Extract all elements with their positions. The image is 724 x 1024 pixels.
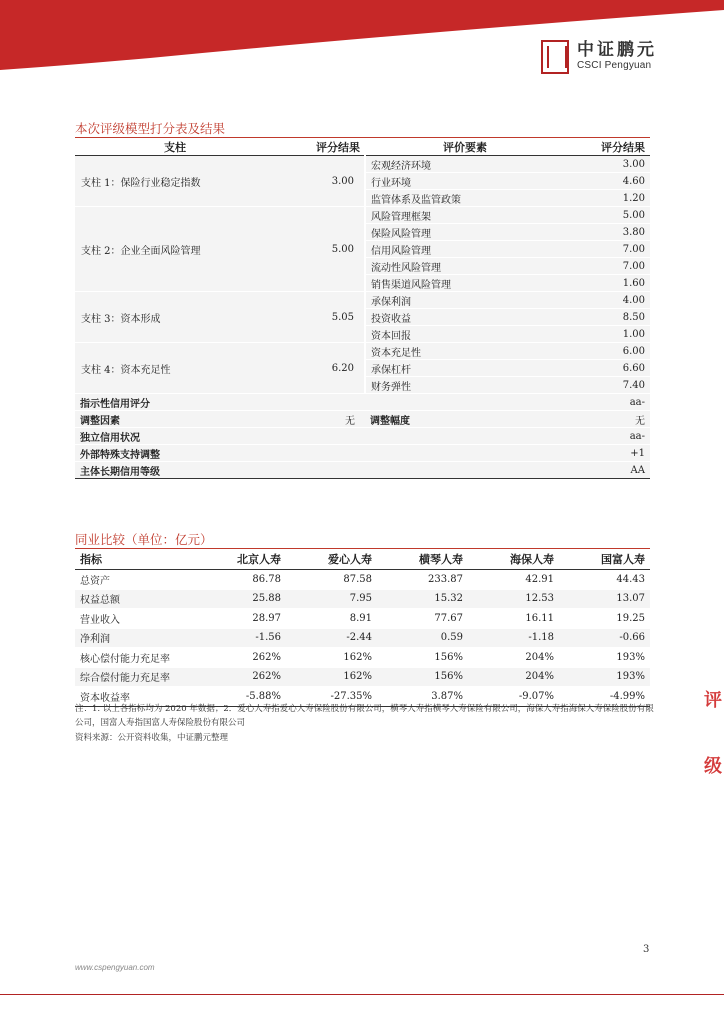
factor-score: 6.00 — [565, 343, 650, 360]
rating-header-score: 评分结果 — [275, 138, 365, 156]
peer-metric-value: 204% — [468, 648, 559, 668]
peer-metric-name: 总资产 — [75, 570, 195, 590]
peer-metric-value: -27.35% — [286, 687, 377, 707]
peer-metric-value: 42.91 — [468, 570, 559, 590]
factor-name: 风险管理框架 — [365, 207, 565, 224]
peer-metric-value: 8.91 — [286, 609, 377, 629]
peer-section-title: 同业比较（单位：亿元） — [75, 532, 213, 547]
peer-metric-value: 87.58 — [286, 570, 377, 590]
peer-metric-name: 资本收益率 — [75, 687, 195, 707]
peer-metric-value: 262% — [195, 648, 286, 668]
peer-metric-name: 权益总额 — [75, 589, 195, 609]
rating-header-factor: 评价要素 — [365, 138, 565, 156]
peer-metric-value: 156% — [377, 648, 468, 668]
peer-comparison-table — [75, 549, 650, 707]
peer-metric-value: -2.44 — [286, 628, 377, 648]
peer-metric-value: 193% — [559, 667, 650, 687]
pillar-name: 支柱 4：资本充足性 — [75, 343, 275, 394]
factor-score: 7.00 — [565, 258, 650, 275]
brand-name-cn: 中证鹏元 — [577, 40, 657, 60]
factor-score: 1.00 — [565, 326, 650, 343]
rating-factor-row — [75, 343, 650, 360]
summary-value: aa- — [365, 428, 650, 445]
summary-value: +1 — [365, 445, 650, 462]
peer-metric-value: 204% — [468, 667, 559, 687]
peer-metric-value: 86.78 — [195, 570, 286, 590]
peer-metric-value: 15.32 — [377, 589, 468, 609]
rating-table — [75, 138, 650, 479]
side-stamp-char-top: 评 — [704, 690, 722, 711]
factor-name: 行业环境 — [365, 173, 565, 190]
factor-score: 4.60 — [565, 173, 650, 190]
factor-name: 资本回报 — [365, 326, 565, 343]
peer-table-row — [75, 667, 650, 687]
peer-metric-value: 0.59 — [377, 628, 468, 648]
peer-table-source: 资料来源：公开资料收集，中证鹏元整理 — [75, 733, 229, 743]
factor-score: 7.00 — [565, 241, 650, 258]
peer-metric-value: 7.95 — [286, 589, 377, 609]
factor-name: 信用风险管理 — [365, 241, 565, 258]
factor-name: 承保杠杆 — [365, 360, 565, 377]
peer-table-row — [75, 570, 650, 590]
peer-metric-value: -9.07% — [468, 687, 559, 707]
pillar-score: 5.05 — [275, 292, 365, 343]
rating-factor-row — [75, 207, 650, 224]
summary-value: 无 — [275, 411, 365, 428]
summary-label: 主体长期信用等级 — [75, 462, 365, 479]
factor-score: 5.00 — [565, 207, 650, 224]
peer-header-company: 北京人寿 — [195, 549, 286, 570]
peer-header-company: 爱心人寿 — [286, 549, 377, 570]
summary-label: 独立信用状况 — [75, 428, 365, 445]
factor-score: 1.60 — [565, 275, 650, 292]
peer-header-company: 横琴人寿 — [377, 549, 468, 570]
logo-emblem-icon — [541, 40, 569, 74]
peer-metric-value: 25.88 — [195, 589, 286, 609]
factor-score: 8.50 — [565, 309, 650, 326]
peer-metric-value: 77.67 — [377, 609, 468, 629]
pillar-score: 6.20 — [275, 343, 365, 394]
peer-metric-value: 233.87 — [377, 570, 468, 590]
factor-name: 销售渠道风险管理 — [365, 275, 565, 292]
peer-metric-value: 13.07 — [559, 589, 650, 609]
summary-value: AA — [365, 462, 650, 479]
summary-label: 调整幅度 — [365, 411, 565, 428]
rating-summary-row — [75, 394, 650, 411]
peer-metric-value: -4.99% — [559, 687, 650, 707]
pillar-score: 3.00 — [275, 156, 365, 207]
rating-table-body — [75, 156, 650, 479]
peer-metric-value: -0.66 — [559, 628, 650, 648]
summary-value: 无 — [565, 411, 650, 428]
peer-metric-value: 193% — [559, 648, 650, 668]
peer-metric-value: 162% — [286, 667, 377, 687]
pillar-name: 支柱 1：保险行业稳定指数 — [75, 156, 275, 207]
peer-metric-name: 核心偿付能力充足率 — [75, 648, 195, 668]
factor-name: 投资收益 — [365, 309, 565, 326]
peer-table-row — [75, 589, 650, 609]
pillar-name: 支柱 3：资本形成 — [75, 292, 275, 343]
peer-table-row — [75, 648, 650, 668]
pillar-name: 支柱 2：企业全面风险管理 — [75, 207, 275, 292]
peer-metric-value: 156% — [377, 667, 468, 687]
pillar-score: 5.00 — [275, 207, 365, 292]
factor-score: 6.60 — [565, 360, 650, 377]
peer-header-metric: 指标 — [75, 549, 195, 570]
factor-name: 财务弹性 — [365, 377, 565, 394]
peer-table-note: 注：1. 以上各指标均为 2020 年数据；2．爱心人寿指爱心人寿保险股份有限公司，横琴人寿指横琴人寿保险有限公司，海保人寿指海保人寿保险股份有限公司，国富人寿指国富人寿保险股份有限公司 — [75, 704, 654, 728]
footer-website: www.cspengyuan.com — [75, 963, 155, 972]
factor-name: 监管体系及监管政策 — [365, 190, 565, 207]
peer-metric-value: 44.43 — [559, 570, 650, 590]
peer-metric-name: 净利润 — [75, 628, 195, 648]
peer-metric-value: 12.53 — [468, 589, 559, 609]
factor-name: 保险风险管理 — [365, 224, 565, 241]
rating-header-factor-score: 评分结果 — [565, 138, 650, 156]
factor-score: 7.40 — [565, 377, 650, 394]
peer-metric-value: -1.56 — [195, 628, 286, 648]
peer-metric-value: -5.88% — [195, 687, 286, 707]
summary-label: 指示性信用评分 — [75, 394, 365, 411]
rating-summary-row — [75, 428, 650, 445]
side-stamp-char-bottom: 级 — [704, 756, 722, 777]
rating-summary-row — [75, 411, 650, 428]
peer-metric-value: 19.25 — [559, 609, 650, 629]
peer-table-row — [75, 628, 650, 648]
factor-score: 1.20 — [565, 190, 650, 207]
summary-value: aa- — [365, 394, 650, 411]
brand-logo — [541, 40, 657, 74]
factor-score: 4.00 — [565, 292, 650, 309]
peer-header-company: 国富人寿 — [559, 549, 650, 570]
page-number: 3 — [643, 944, 650, 955]
footer-rule — [0, 994, 724, 995]
peer-table-row — [75, 609, 650, 629]
peer-metric-name: 综合偿付能力充足率 — [75, 667, 195, 687]
summary-label: 外部特殊支持调整 — [75, 445, 365, 462]
rating-summary-row — [75, 445, 650, 462]
factor-score: 3.00 — [565, 156, 650, 173]
factor-name: 资本充足性 — [365, 343, 565, 360]
summary-label: 调整因素 — [75, 411, 275, 428]
peer-header-company: 海保人寿 — [468, 549, 559, 570]
rating-factor-row — [75, 292, 650, 309]
peer-metric-value: 262% — [195, 667, 286, 687]
brand-name-en: CSCI Pengyuan — [577, 60, 652, 71]
factor-name: 承保利润 — [365, 292, 565, 309]
rating-factor-row — [75, 156, 650, 173]
factor-name: 宏观经济环境 — [365, 156, 565, 173]
rating-summary-row — [75, 462, 650, 479]
peer-metric-value: -1.18 — [468, 628, 559, 648]
rating-header-pillar: 支柱 — [75, 138, 275, 156]
peer-table-body — [75, 570, 650, 707]
peer-metric-value: 28.97 — [195, 609, 286, 629]
peer-metric-value: 16.11 — [468, 609, 559, 629]
factor-name: 流动性风险管理 — [365, 258, 565, 275]
peer-metric-value: 162% — [286, 648, 377, 668]
peer-metric-value: 3.87% — [377, 687, 468, 707]
factor-score: 3.80 — [565, 224, 650, 241]
rating-section-title: 本次评级模型打分表及结果 — [75, 121, 226, 136]
peer-metric-name: 营业收入 — [75, 609, 195, 629]
